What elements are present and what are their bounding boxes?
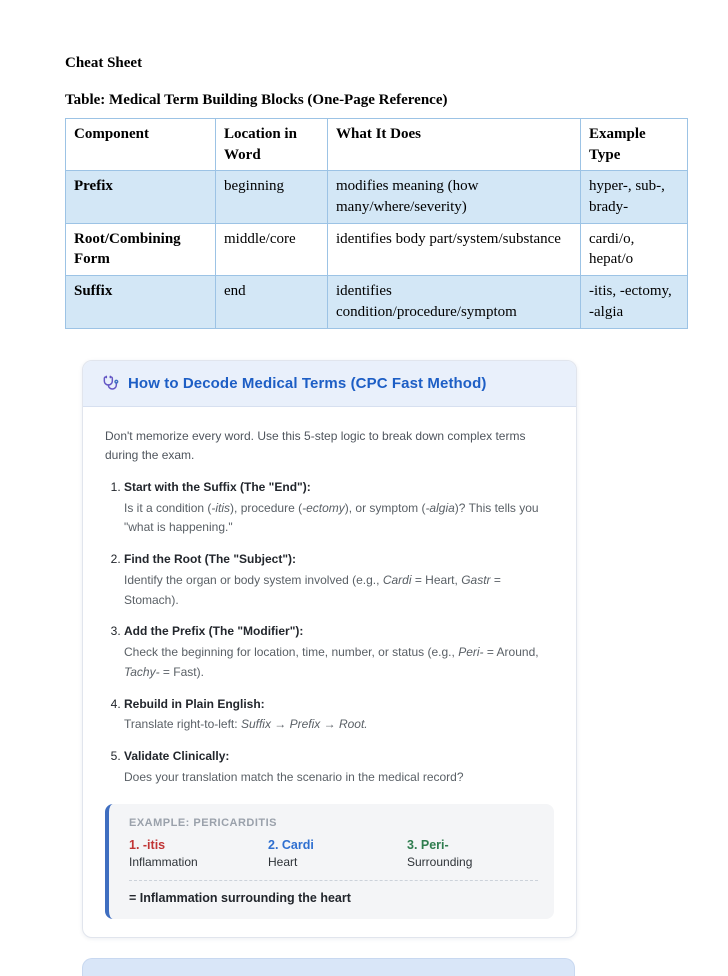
cell-location: beginning (216, 171, 328, 223)
step-title: Validate Clinically: (124, 749, 230, 764)
cell-component: Suffix (66, 276, 216, 328)
decode-steps-list (105, 478, 554, 787)
example-divider (129, 880, 538, 881)
intro-text: Don't memorize every word. Use this 5-step logic to break down complex terms during the exam. (105, 428, 526, 463)
column-header-what: What It Does (328, 119, 581, 171)
column-header-component: Component (66, 119, 216, 171)
stethoscope-icon (103, 375, 119, 391)
example-label: EXAMPLE: PERICARDITIS (129, 817, 278, 830)
table-header-row (66, 119, 688, 171)
column-header-example: Example Type (581, 119, 688, 171)
example-term: 3. Peri- (407, 838, 449, 853)
step-item-3 (124, 622, 554, 682)
step-description: Does your translation match the scenario in the medical record? (124, 769, 464, 784)
building-blocks-table (65, 118, 688, 329)
example-term: 2. Cardi (268, 838, 314, 853)
step-item-2 (124, 550, 554, 610)
decode-method-card (82, 360, 577, 939)
example-result: = Inflammation surrounding the heart (129, 891, 351, 906)
decode-card-body (83, 407, 576, 938)
example-meaning: Surrounding (407, 855, 473, 870)
example-part-root (268, 838, 399, 869)
cell-example: hyper-, sub-, brady- (581, 171, 688, 223)
cell-example: -itis, -ectomy, -algia (581, 276, 688, 328)
table-row (66, 223, 688, 275)
example-part-prefix (407, 838, 538, 869)
cell-what: modifies meaning (how many/where/severity) (328, 171, 581, 223)
step-description: Identify the organ or body system involved (e.g., Cardi = Heart, Gastr = Stomach). (124, 572, 501, 607)
step-title: Add the Prefix (The "Modifier"): (124, 624, 304, 639)
next-section-header-peek (82, 958, 575, 976)
example-term: 1. -itis (129, 838, 166, 853)
step-description: Check the beginning for location, time, number, or status (e.g., Peri- = Around, Tachy- = Fast). (124, 645, 539, 679)
example-breakdown-grid (129, 838, 538, 869)
cell-location: end (216, 276, 328, 328)
decode-card-title: How to Decode Medical Terms (CPC Fast Method) (128, 374, 487, 392)
example-meaning: Inflammation (129, 855, 198, 870)
example-part-suffix (129, 838, 260, 869)
page-title: Cheat Sheet (65, 55, 143, 71)
step-item-1 (124, 478, 554, 538)
cell-example: cardi/o, hepat/o (581, 223, 688, 275)
step-item-5 (124, 747, 554, 787)
step-description: Is it a condition (-itis), procedure (-ectomy), or symptom (-algia)? This tells you "what is happening." (124, 500, 539, 535)
cell-component: Root/Combining Form (66, 223, 216, 275)
example-box (105, 804, 554, 919)
cell-what: identifies body part/system/substance (328, 223, 581, 275)
step-title: Find the Root (The "Subject"): (124, 552, 297, 567)
step-title: Rebuild in Plain English: (124, 696, 265, 711)
cell-location: middle/core (216, 223, 328, 275)
step-item-4 (124, 695, 554, 735)
column-header-location: Location in Word (216, 119, 328, 171)
table-row (66, 171, 688, 223)
table-heading: Table: Medical Term Building Blocks (One-Page Reference) (65, 92, 448, 108)
cell-component: Prefix (66, 171, 216, 223)
example-meaning: Heart (268, 855, 298, 870)
decode-card-header (83, 361, 576, 407)
table-row (66, 276, 688, 328)
step-description: Translate right-to-left: Suffix → Prefix → Root. (124, 717, 368, 732)
cell-what: identifies condition/procedure/symptom (328, 276, 581, 328)
step-title: Start with the Suffix (The "End"): (124, 480, 311, 495)
